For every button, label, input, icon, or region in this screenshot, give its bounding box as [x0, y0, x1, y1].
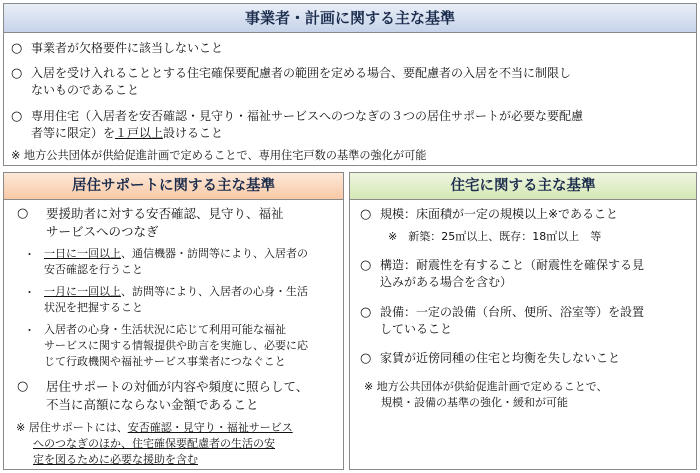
list-item: [31, 40, 223, 57]
panel-title: 居住サポートに関する主な基準: [4, 173, 343, 200]
item-text: [44, 284, 308, 300]
circle-marker: ○: [17, 206, 29, 221]
underlined-text: 安否確認・見守り・福祉サービス: [127, 421, 293, 434]
bullet-marker: ・: [24, 324, 35, 337]
circle-marker: ○: [11, 41, 23, 56]
item-text: ※ 地方公共団体が供給促進計画で定めることで、: [364, 380, 608, 393]
item-text: ないものであること: [31, 83, 140, 97]
business-plan-standards-panel: [3, 3, 697, 166]
item-text: [44, 246, 308, 262]
underlined-text: へのつなぎのほか、住宅確保要配慮者の生活の安: [33, 437, 275, 450]
item-text: じて行政機関や福祉サービス事業者につなぐこと: [44, 355, 286, 368]
panel-title: 住宅に関する主な基準: [350, 173, 696, 200]
circle-marker: ○: [360, 305, 372, 320]
circle-marker: ○: [11, 66, 23, 81]
item-text: 規模・設備の基準の強化・緩和が可能: [381, 396, 568, 409]
list-item: [380, 350, 620, 367]
item-text: していること: [380, 322, 453, 336]
underlined-text: １戸以上: [115, 126, 164, 140]
underlined-text: 一月に一回以上: [44, 285, 121, 298]
item-text: 入居者の心身・生活状況に応じて利用可能な福祉: [44, 323, 286, 336]
item-text: 構造：耐震性を有すること（耐震性を確保する見: [380, 258, 645, 272]
list-item: [46, 205, 284, 241]
item-text: 事業者が欠格要件に該当しないこと: [31, 41, 224, 55]
list-item: [31, 65, 571, 99]
sub-item: [44, 246, 308, 278]
item-text: 専用住宅（入居者を安否確認・見守り・福祉サービスへのつなぎの３つの居住サポートが必要な要配慮: [31, 109, 584, 123]
underlined-text: 定を図るために必要な援助を含む: [33, 453, 198, 466]
list-item: [380, 304, 644, 338]
circle-marker: ○: [11, 109, 23, 124]
circle-marker: ○: [360, 351, 372, 366]
list-item: [31, 108, 583, 142]
housing-standards-panel: [349, 172, 697, 470]
note: [364, 379, 608, 411]
text-part: 、訪問等により、入居者の心身・生活: [121, 285, 308, 298]
panel-title: 事業者・計画に関する主な基準: [4, 4, 696, 33]
note: ※ 地方公共団体が供給促進計画で定めることで、専用住宅戸数の基準の強化が可能: [11, 149, 427, 162]
bullet-marker: ・: [24, 248, 35, 261]
sub-item: [44, 322, 308, 370]
item-text: 規模：床面積が一定の規模以上※であること: [380, 207, 619, 221]
item-text: [16, 420, 293, 436]
item-text: 不当に高額にならない金額であること: [46, 397, 259, 412]
circle-marker: ○: [360, 258, 372, 273]
text-part: 、通信機器・訪問等により、入居者の: [121, 247, 308, 260]
item-text: 要援助者に対する安否確認、見守り、福祉: [46, 206, 284, 221]
circle-marker: ○: [17, 379, 29, 394]
item-text: 込みがある場合を含む）: [380, 275, 513, 289]
bullet-marker: ・: [24, 286, 35, 299]
item-text: 状況を把握すること: [44, 301, 143, 314]
item-text: 安否確認を行うこと: [44, 263, 143, 276]
item-text: 居住サポートの対価が内容や頻度に照らして、: [46, 379, 309, 394]
text-part: ※ 居住サポートには、: [16, 421, 128, 434]
list-item: [380, 257, 644, 291]
living-support-standards-panel: [3, 172, 344, 470]
item-text: [31, 125, 583, 142]
sub-note: ※ 新築：25㎡以上、既存：18㎡以上 等: [388, 230, 602, 243]
circle-marker: ○: [360, 207, 372, 222]
item-text: サービスへのつなぎ: [46, 224, 159, 239]
item-text: 家賃が近傍同種の住宅と均衡を失しないこと: [380, 351, 621, 365]
list-item: [46, 378, 308, 414]
note: [16, 420, 293, 468]
item-text: 設備：一定の設備（台所、便所、浴室等）を設置: [380, 305, 645, 319]
sub-item: [44, 284, 308, 316]
list-item: [380, 206, 618, 223]
item-text: 入居を受け入れることとする住宅確保要配慮者の範囲を定める場合、要配慮者の入居を不当に制限し: [31, 66, 572, 80]
underlined-text: 一日に一回以上: [44, 247, 121, 260]
item-text: サービスに関する情報提供や助言を実施し、必要に応: [44, 339, 308, 352]
text-part: 者等に限定）を: [31, 126, 116, 140]
text-part: 設けること: [163, 126, 224, 140]
